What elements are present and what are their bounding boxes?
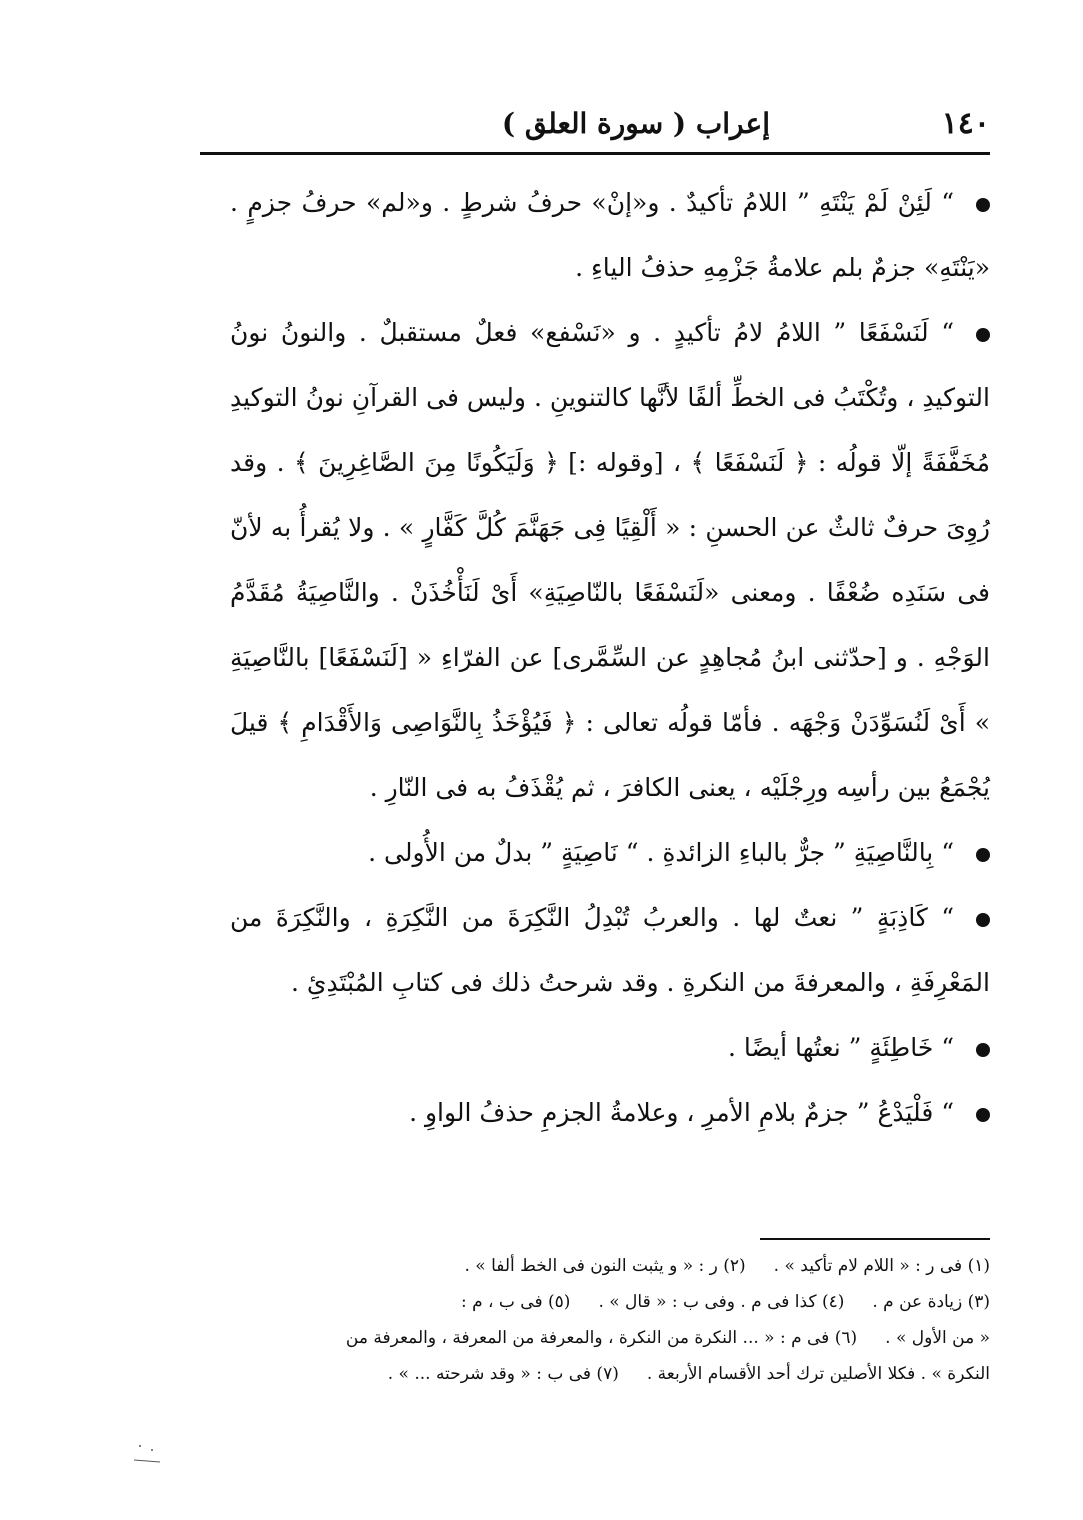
footnote-line-2 [230,1284,990,1320]
footnote-5: (٥) فى ب ، م : [460,1292,571,1312]
stray-ink-mark [130,1438,170,1468]
paragraph-5-text: “ خَاطِئَةٍ ” نعتُها أيضًا . [727,1033,954,1062]
running-title: إعراب ( سورة العلق ) [501,106,770,140]
paragraph-3-text: “ بِالنَّاصِيَةِ ” جرٌّ بالباءِ الزائدةِ . “ نَاصِيَةٍ ” بدلٌ من الأُولى . [368,838,954,867]
bullet-icon [976,328,990,342]
footnotes [230,1248,990,1392]
footnote-line-4 [230,1356,990,1392]
paragraph-1 [230,170,990,300]
paragraph-3 [230,820,990,885]
header-rule [200,152,990,155]
bullet-icon [976,198,990,212]
footnote-2: (٢) ر : « و يثبت النون فى الخط ألفا » . [464,1256,746,1276]
footnote-4: (٤) كذا فى م . وفى ب : « قال » . [598,1292,845,1312]
bullet-icon [976,1108,990,1122]
bullet-icon [976,848,990,862]
paragraph-2 [230,300,990,820]
footnote-line-3 [230,1320,990,1356]
footnote-7: (٧) فى ب : « وقد شرحته ... » . [387,1364,619,1384]
paragraph-1-text: “ لَئِنْ لَمْ يَنْتَهِ ” اللامُ تأكيدٌ . و«إنْ» حرفُ شرطٍ . و«لم» حرفُ جزمٍ . «يَنْتَهِ» جزمٌ بلم علامةُ جَزْمِهِ حذفُ الياءِ . [230,188,990,282]
main-text [230,170,990,1145]
footnote-5-cont: « من الأول » . [885,1328,990,1348]
footnote-3: (٣) زيادة عن م . [872,1292,990,1312]
paragraph-6 [230,1080,990,1145]
footnote-1: (١) فى ر : « اللام لام تأكيد » . [773,1256,990,1276]
paragraph-6-text: “ فَلْيَدْعُ ” جزمٌ بلامِ الأمرِ ، وعلامةُ الجزمِ حذفُ الواوِ . [409,1098,954,1127]
paragraph-2-text: “ لَنَسْفَعًا ” اللامُ لامُ تأكيدٍ . و «نَسْفع» فعلٌ مستقبلٌ . والنونُ نونُ التوكيدِ ، وتُكْتَبُ فى الخطِّ ألفًا لأنَّها كالتنوينِ . وليس فى القرآنِ نونُ التوكيدِ مُخَفَّفَةً إلّا قولُه : ﴿ لَنَسْفَعًا ﴾ ، [وقوله :] ﴿ وَلَيَكُونًا مِنَ الصَّاغِرِينَ ﴾ . وقد رُوِىَ حرفٌ ثالثٌ عن الحسنِ : « أَلْقِيًا فِى جَهَنَّمَ كُلَّ كَفَّارٍ » . ولا يُقرأُ به لأنّ فى سَنَدِه ضُعْفًا . ومعنى «لَنَسْفَعًا بالنّاصِيَةِ» أَىْ لَنَأْخُذَنْ . والنَّاصِيَةُ مُقَدَّمُ الوَجْهِ . و [حدّثنى ابنُ مُجاهِدٍ عن السِّمَّرى] عن الفرّاءِ « [لَنَسْفَعًا] بالنَّاصِيَةِ » أَىْ لَنُسَوِّدَنْ وَجْهَه . فأمّا قولُه تعالى : ﴿ فَيُؤْخَذُ بِالنَّوَاصِى وَالأَقْدَامِ ﴾ قيلَ يُجْمَعُ بين رأسِه ورِجْلَيْه ، يعنى الكافرَ ، ثم يُقْذَفُ به فى النّارِ . [230,318,990,802]
footnote-6: (٦) فى م : « ... النكرة من النكرة ، والمعرفة من المعرفة ، والمعرفة من [345,1328,858,1348]
paragraph-4-text: “ كَاذِبَةٍ ” نعتٌ لها . والعربُ تُبْدِلُ النَّكِرَةَ من النَّكِرَةِ ، والنَّكِرَةَ من المَعْرِفَةِ ، والمعرفةَ من النكرةِ . وقد شرحتُ ذلك فى كتابِ المُبْتَدِئِ . [230,903,990,997]
footnote-line-1 [230,1248,990,1284]
bullet-icon [976,1043,990,1057]
page-number: ١٤٠ [941,105,990,141]
page-header [200,95,990,151]
paragraph-4 [230,885,990,1015]
footnote-6-cont: النكرة » . فكلا الأصلين ترك أحد الأقسام الأربعة . [646,1364,990,1384]
footnote-separator [760,1238,990,1240]
bullet-icon [976,913,990,927]
paragraph-5 [230,1015,990,1080]
